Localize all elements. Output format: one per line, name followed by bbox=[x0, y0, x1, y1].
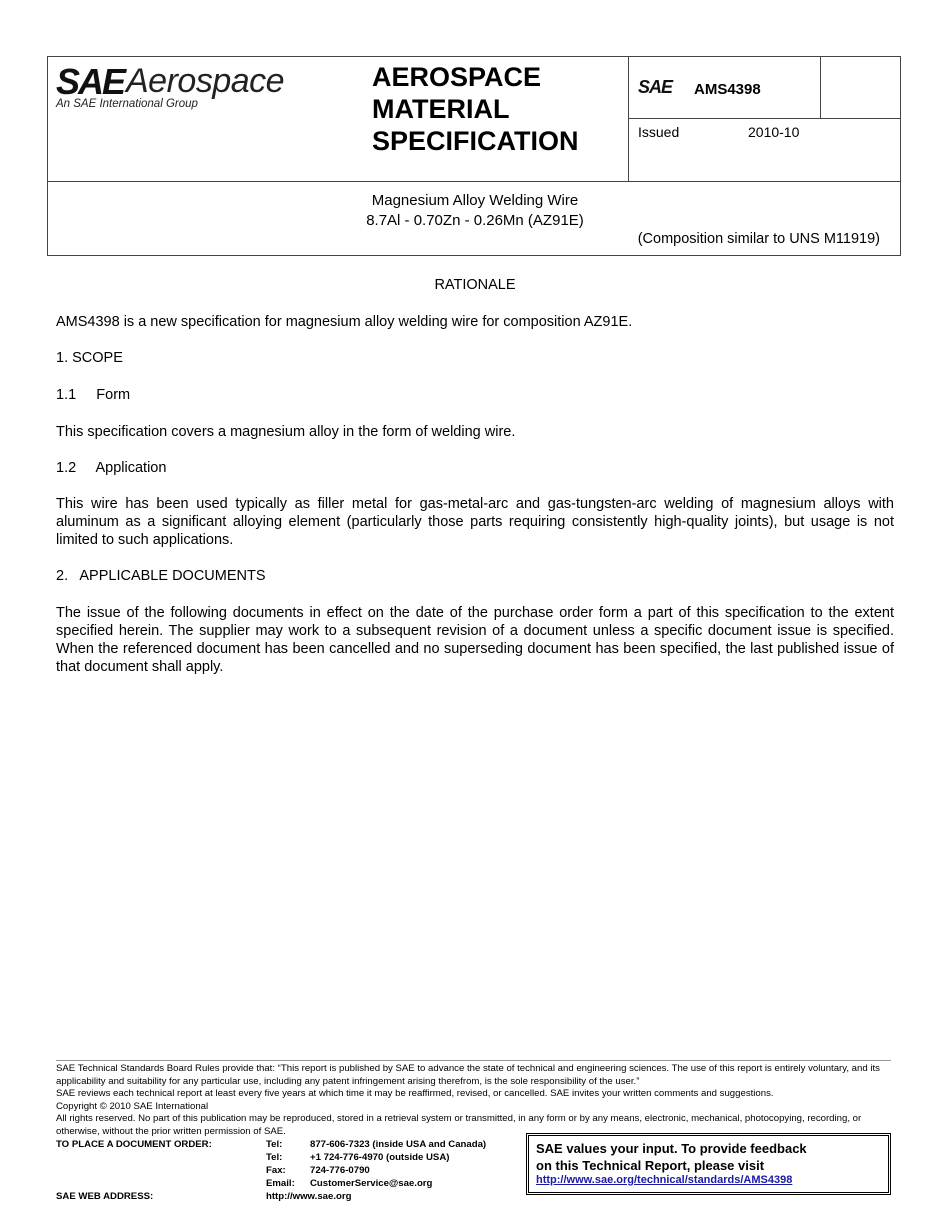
document-subtitle: 8.7Al - 0.70Zn - 0.26Mn (AZ91E) bbox=[366, 212, 584, 229]
order-label: TO PLACE A DOCUMENT ORDER: bbox=[56, 1139, 212, 1150]
rationale-text: AMS4398 is a new specification for magnesium alloy welding wire for composition AZ91E. bbox=[56, 314, 633, 330]
section-heading: 2. APPLICABLE DOCUMENTS bbox=[56, 568, 266, 584]
feedback-box bbox=[526, 1133, 891, 1195]
footer-rules-text: SAE Technical Standards Board Rules provide that: “This report is published by SAE to advance the state of technical and engineering sciences. The use of this report is entirely voluntary, and its applicability and suitability for any particular use, including any patent infringement arising therefrom, is the sole responsibility of the user.” bbox=[56, 1063, 880, 1087]
footer-review-text: SAE reviews each technical report at least every five years at which time it may be reaffirmed, revised, or cancelled. SAE invites your written comments and suggestions. bbox=[56, 1088, 774, 1099]
footer-rights-text: All rights reserved. No part of this publication may be reproduced, stored in a retrieval system or transmitted, in any form or by any means, electronic, mechanical, photocopying, recording, or otherwise, without the prior written permission of SAE. bbox=[56, 1113, 862, 1137]
section-heading: 1. SCOPE bbox=[56, 350, 123, 366]
web-address-link[interactable]: http://www.sae.org bbox=[266, 1191, 352, 1202]
contact-email[interactable]: CustomerService@sae.org bbox=[310, 1178, 433, 1189]
document-type bbox=[372, 61, 579, 157]
subsection-heading: 1.2 Application bbox=[56, 460, 167, 476]
contact-label: Tel: bbox=[266, 1139, 283, 1150]
contact-value: 877-606-7323 (inside USA and Canada) bbox=[310, 1139, 487, 1150]
web-address-label: SAE WEB ADDRESS: bbox=[56, 1191, 154, 1202]
sae-mini-logo: SAE bbox=[638, 77, 673, 97]
doc-type-line: MATERIAL bbox=[372, 94, 510, 124]
feedback-text: SAE values your input. To provide feedback bbox=[536, 1141, 807, 1156]
logo-word: Aerospace bbox=[126, 62, 285, 100]
document-title: Magnesium Alloy Welding Wire bbox=[371, 192, 579, 209]
document-number: AMS4398 bbox=[694, 81, 761, 98]
contact-label: Fax: bbox=[266, 1165, 286, 1176]
issued-date: 2010-10 bbox=[748, 124, 800, 140]
doc-type-line: AEROSPACE bbox=[372, 62, 542, 92]
composition-note: (Composition similar to UNS M11919) bbox=[637, 231, 880, 247]
paragraph: The issue of the following documents in effect on the date of the purchase order form a part of this specification to the extent specified herein. The supplier may work to a subsequent revision of a document unless a specific document issue is specified. When the referenced document has been cancelled and no superseding document has been specified, the last published issue of that document shall apply. bbox=[56, 605, 894, 675]
doc-type-line: SPECIFICATION bbox=[372, 126, 579, 156]
contact-value: 724-776-0790 bbox=[310, 1165, 370, 1176]
logo-mark: SAE bbox=[56, 61, 125, 102]
header-divider bbox=[820, 57, 821, 118]
paragraph: This wire has been used typically as filler metal for gas-metal-arc and gas-tungsten-arc welding of magnesium alloys with aluminum as a significant alloying element (particularly those parts requiring consistently high-quality joints), but usage is not limited to such applications. bbox=[56, 496, 894, 548]
feedback-link[interactable]: http://www.sae.org/technical/standards/AMS4398 bbox=[536, 1174, 793, 1186]
sae-aerospace-logo bbox=[56, 61, 301, 113]
subsection-heading: 1.1 Form bbox=[56, 387, 131, 403]
issued-label: Issued bbox=[638, 124, 680, 140]
footer-rule bbox=[56, 1060, 891, 1061]
feedback-text: on this Technical Report, please visit bbox=[536, 1158, 765, 1173]
contact-label: Tel: bbox=[266, 1152, 283, 1163]
contact-value: +1 724-776-4970 (outside USA) bbox=[310, 1152, 450, 1163]
header-divider bbox=[48, 181, 900, 182]
header-divider bbox=[628, 118, 901, 119]
logo-subtitle: An SAE International Group bbox=[56, 98, 198, 110]
footer-copyright: Copyright © 2010 SAE International bbox=[56, 1101, 209, 1112]
rationale-heading: RATIONALE bbox=[434, 277, 516, 293]
spec-header bbox=[47, 56, 901, 256]
contact-label: Email: bbox=[266, 1178, 295, 1189]
paragraph: This specification covers a magnesium alloy in the form of welding wire. bbox=[56, 424, 516, 440]
header-divider bbox=[628, 57, 629, 181]
